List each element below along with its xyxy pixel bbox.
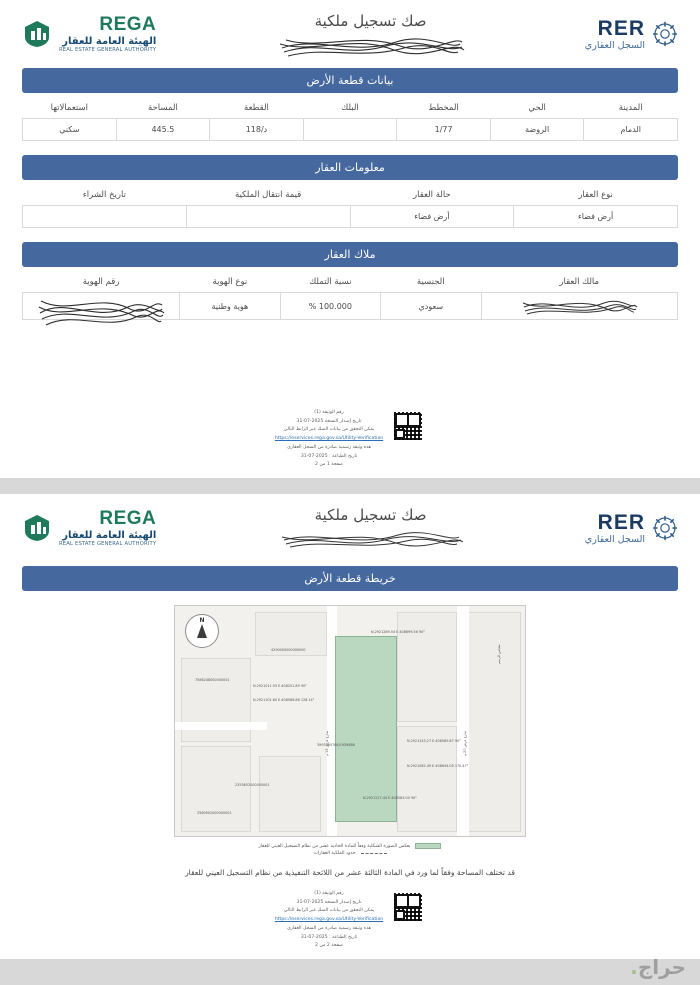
section-property-info: معلومات العقار xyxy=(22,155,678,180)
td-id-type: هوية وطنية xyxy=(180,293,280,320)
map-parcel-id-label: 2353652000000001 xyxy=(235,783,270,787)
map-coordinate-label: N.2921082.49 E.408644.05 170.47° xyxy=(407,764,469,768)
footer-validity-note: هذه وثيقة رسمية صادرة من السجل العقاري xyxy=(287,444,371,450)
th-nationality: الجنسية xyxy=(381,272,481,293)
compass-north-label: N xyxy=(199,617,205,624)
legend-label: حدود الملكية العقارات xyxy=(313,851,356,856)
map-neighbor-parcel xyxy=(397,612,457,722)
td-owner-name xyxy=(481,293,678,320)
rega-logo xyxy=(22,508,156,547)
legend-label: يعكس الصورة الشكلية وفقاً للمادة الحادية عشر من نظام التسجيل العيني للعقار xyxy=(258,843,411,849)
td-transfer-value xyxy=(186,206,350,228)
rer-name-en: RER xyxy=(597,16,645,40)
watermark-text: حراج xyxy=(637,955,686,979)
document-page-1 xyxy=(0,0,700,478)
page1-title-block xyxy=(156,10,585,58)
compass-needle xyxy=(197,624,207,638)
th-purchase-date: تاريخ الشراء xyxy=(23,185,187,206)
redaction-scribble-owner xyxy=(484,299,676,313)
rega-logo xyxy=(22,14,156,53)
td-usage: سكني xyxy=(23,119,117,141)
map-parcel-id-label: 7586248000000001 xyxy=(195,678,230,682)
table-row xyxy=(23,206,678,228)
td-plan: 1/77 xyxy=(397,119,491,141)
footer-verify-text: يمكن التحقق من بيانات الصك عبر الرابط التالي xyxy=(283,427,375,433)
rer-emblem-icon xyxy=(652,515,678,541)
rega-name-en: REGA xyxy=(99,14,157,36)
section-parcel-map: خريطة قطعة الأرض xyxy=(22,566,678,591)
map-street-label: شارع عرض 15 م xyxy=(325,730,329,756)
rer-emblem-icon xyxy=(652,21,678,47)
map-parcel-id-label: 2580902000000001 xyxy=(197,811,232,815)
map-scale-label: مقياس الرسم xyxy=(497,644,501,664)
table-header-row xyxy=(23,272,678,293)
page1-header xyxy=(0,0,700,62)
rer-name-ar: السجل العقاري xyxy=(584,533,645,545)
table-row xyxy=(23,119,678,141)
th-id-type: نوع الهوية xyxy=(180,272,280,293)
redaction-scribble-id xyxy=(25,299,177,313)
th-property-type: نوع العقار xyxy=(514,185,678,206)
th-usage: استعمالاتها xyxy=(23,98,117,119)
th-district: الحي xyxy=(490,98,584,119)
table-header-row xyxy=(23,98,678,119)
td-property-status: أرض فضاء xyxy=(350,206,514,228)
th-property-status: حالة العقار xyxy=(350,185,514,206)
td-city: الدمام xyxy=(584,119,678,141)
table-row xyxy=(23,293,678,320)
map-neighbor-parcel xyxy=(259,756,321,832)
th-city: المدينة xyxy=(584,98,678,119)
footer-doc-number: رقم الوثيقة (1) xyxy=(314,409,344,415)
map-subject-parcel xyxy=(335,636,397,822)
td-parcel: د/118 xyxy=(210,119,304,141)
footer-issue-date: تاريخ إصدار النسخة 2025-07-31 xyxy=(296,418,362,424)
footer-page-label: صفحة 1 من 2 xyxy=(315,462,343,468)
map-parcel-id-label: 4290000000000000 xyxy=(271,648,306,652)
td-id-number xyxy=(23,293,180,320)
th-plan: المخطط xyxy=(397,98,491,119)
map-coordinate-label: N.2921011.93 E.408201.89 90° xyxy=(253,684,307,688)
watermark-haraj: حراج. xyxy=(630,955,686,979)
page2-header xyxy=(0,494,700,556)
rer-logo xyxy=(585,512,678,545)
map-parcel-id-label: 3993165768/1939888 xyxy=(317,743,355,747)
section-owners: ملاك العقار xyxy=(22,242,678,267)
rega-name-sub: REAL ESTATE GENERAL AUTHORITY xyxy=(59,540,157,547)
legend-item-boundary xyxy=(313,851,386,856)
rega-name-en: REGA xyxy=(99,508,157,530)
legend-item-parcel xyxy=(259,843,442,849)
th-area: المساحة xyxy=(116,98,210,119)
th-transfer-value: قيمة انتقال الملكية xyxy=(186,185,350,206)
document-page-2 xyxy=(0,494,700,959)
rer-wordmark xyxy=(585,18,645,51)
rega-emblem-icon xyxy=(22,19,52,49)
map-neighbor-parcel xyxy=(181,746,251,832)
property-info-table xyxy=(22,185,678,228)
legend-line-icon xyxy=(361,853,387,854)
footer-verify-link[interactable]: https://eservices.rega.gov.sa/Utility-Verification xyxy=(274,917,384,923)
page1-footer xyxy=(0,409,700,470)
footer-verify-link[interactable]: https://eservices.rega.gov.sa/Utility-Verification xyxy=(274,436,384,442)
footer-text-block xyxy=(275,890,383,951)
map-street-label: شارع عرض 20 م xyxy=(463,730,467,756)
th-id-number: رقم الهوية xyxy=(23,272,180,293)
td-area: 445.5 xyxy=(116,119,210,141)
td-block xyxy=(303,119,397,141)
section-land-data: بيانات قطعة الأرض xyxy=(22,68,678,93)
footer-print-date: تاريخ الطباعة : 2025-07-31 xyxy=(300,453,358,459)
rer-logo xyxy=(585,18,678,51)
map-coordinate-label: N.2921243.27 E.408589.87 90° xyxy=(407,739,461,743)
page2-footer xyxy=(0,890,700,951)
page-title: صك تسجيل ملكية xyxy=(314,506,427,524)
th-owner-name: مالك العقار xyxy=(481,272,678,293)
footer-validity-note: هذه وثيقة رسمية صادرة من السجل العقاري xyxy=(287,925,371,931)
map-coordinate-label: N.2921227.45 E.408583.00 90° xyxy=(363,796,417,800)
rega-name-sub: REAL ESTATE GENERAL AUTHORITY xyxy=(59,46,157,53)
compass-icon xyxy=(185,614,219,648)
map-legend xyxy=(174,843,526,856)
footer-text-block xyxy=(275,409,383,470)
map-coordinate-label: N.2921269.54 E.408699.56 90° xyxy=(371,630,425,634)
qr-code xyxy=(391,409,425,443)
land-data-table xyxy=(22,98,678,141)
rega-name-ar: الهيئة العامة للعقار xyxy=(62,530,157,542)
th-block: البلك xyxy=(303,98,397,119)
page2-title-block xyxy=(156,504,585,552)
th-parcel: القطعة xyxy=(210,98,304,119)
page-title: صك تسجيل ملكية xyxy=(314,12,427,30)
qr-code xyxy=(391,890,425,924)
td-purchase-date xyxy=(23,206,187,228)
footer-verify-text: يمكن التحقق من بيانات الصك عبر الرابط التالي xyxy=(283,908,375,914)
footer-print-date: تاريخ الطباعة : 2025-07-31 xyxy=(300,934,358,940)
footer-issue-date: تاريخ إصدار النسخة 2025-07-31 xyxy=(296,899,362,905)
map-road-vertical-2 xyxy=(457,606,469,837)
td-property-type: أرض فضاء xyxy=(514,206,678,228)
legend-swatch-icon xyxy=(415,843,441,849)
td-nationality: سعودي xyxy=(381,293,481,320)
rega-wordmark xyxy=(59,14,156,53)
map-road-horizontal xyxy=(175,722,267,730)
footer-doc-number: رقم الوثيقة (1) xyxy=(314,890,344,896)
td-district: الروضة xyxy=(490,119,584,141)
map-area-note: قد تختلف المساحة وفقاً لما ورد في المادة الثالثة عشر من اللائحة التنفيذية من نظام التسجيل العيني للعقار xyxy=(185,868,515,877)
redaction-scribble-title xyxy=(156,526,585,552)
redaction-scribble-title xyxy=(156,32,585,58)
rer-name-ar: السجل العقاري xyxy=(584,39,645,51)
rer-wordmark xyxy=(585,512,645,545)
owners-table xyxy=(22,272,678,320)
table-header-row xyxy=(23,185,678,206)
rega-name-ar: الهيئة العامة للعقار xyxy=(62,36,157,48)
map-coordinate-label: N.2921101.60 E.408568.86 128.14° xyxy=(253,698,315,702)
td-ownership-share: 100.000 % xyxy=(280,293,380,320)
parcel-map[interactable] xyxy=(174,605,526,837)
map-neighbor-parcel xyxy=(467,612,521,832)
rega-wordmark xyxy=(59,508,156,547)
rega-emblem-icon xyxy=(22,513,52,543)
rer-name-en: RER xyxy=(597,510,645,534)
th-ownership-share: نسبة التملك xyxy=(280,272,380,293)
footer-page-label: صفحة 2 من 2 xyxy=(315,943,343,949)
